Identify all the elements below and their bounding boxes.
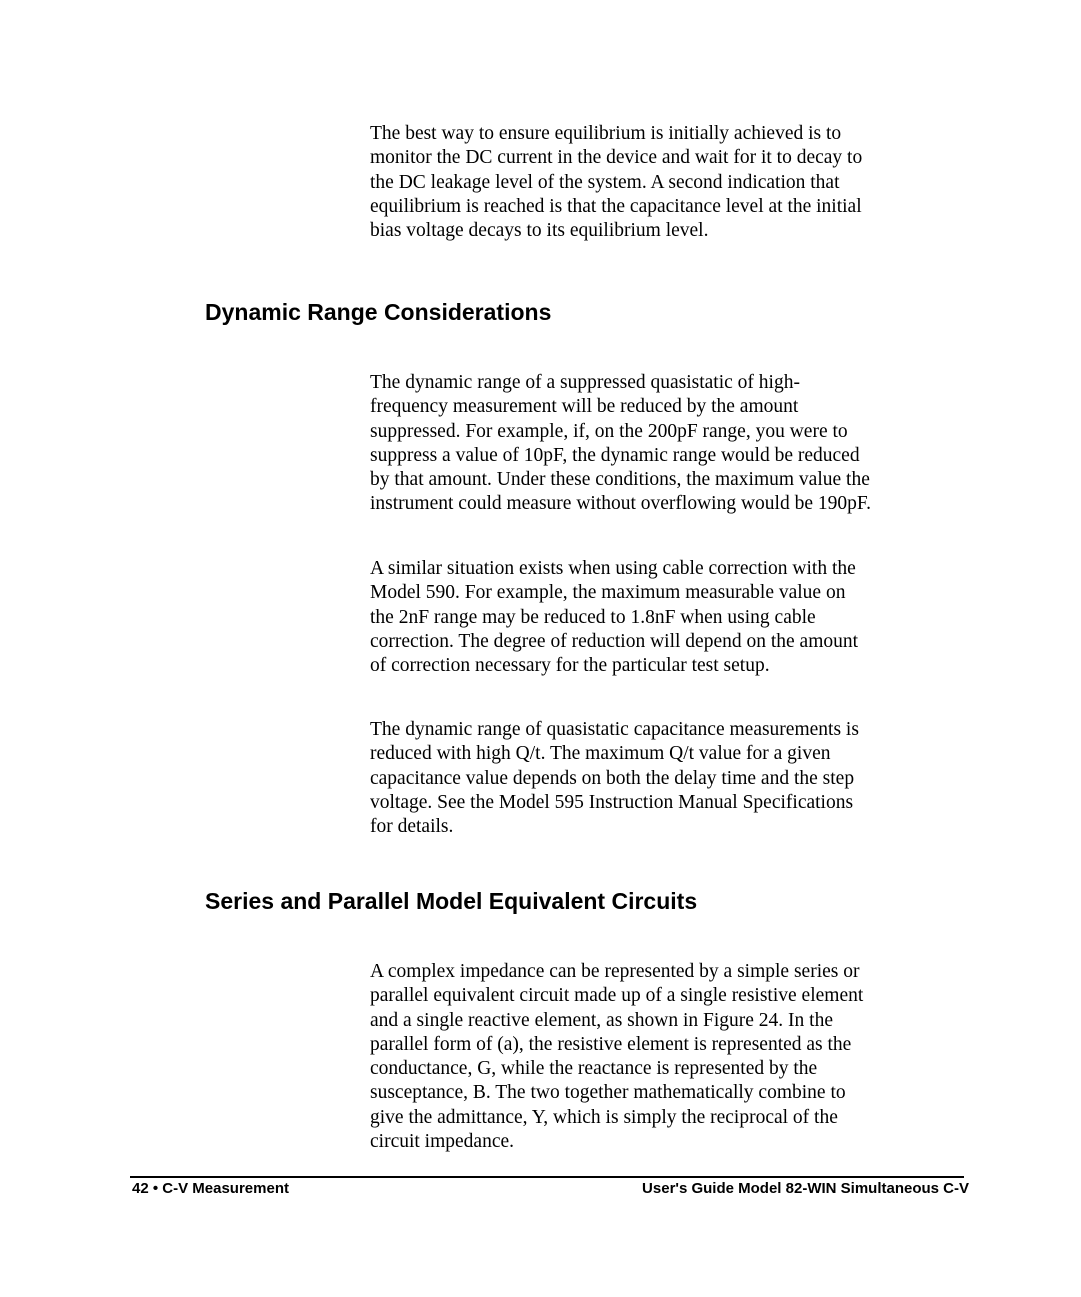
- text-line: monitor the DC current in the device and wait for it to decay to: [370, 147, 863, 169]
- text-line: conductance, G, while the reactance is represented by the: [370, 1058, 818, 1080]
- footer-rule: [130, 1176, 964, 1178]
- text-line: parallel form of (a), the resistive element is represented as the: [370, 1033, 852, 1055]
- text-line: the DC leakage level of the system. A second indication that: [370, 171, 840, 193]
- text-line: by that amount. Under these conditions, the maximum value the: [370, 469, 870, 491]
- text-line: give the admittance, Y, which is simply the reciprocal of the: [370, 1106, 838, 1128]
- text-line: parallel equivalent circuit made up of a single resistive element: [370, 985, 864, 1007]
- text-line: The best way to ensure equilibrium is initially achieved is to: [370, 123, 842, 144]
- text-line: for details.: [370, 816, 454, 838]
- text-line: reduced with high Q/t. The maximum Q/t value for a given: [370, 743, 831, 765]
- text-line: A similar situation exists when using cable correction with the: [370, 558, 856, 579]
- text-line: correction. The degree of reduction will depend on the amount: [370, 630, 859, 652]
- footer-guide-title: User's Guide Model 82-WIN Simultaneous C-V: [642, 1180, 969, 1197]
- text-line: and a single reactive element, as shown in Figure 24. In the: [370, 1009, 833, 1031]
- text-line: susceptance, B. The two together mathematically combine to: [370, 1082, 846, 1104]
- text-line: voltage. See the Model 595 Instruction Manual Specifications: [370, 791, 854, 813]
- text-line: instrument could measure without overflowing would be 190pF.: [370, 493, 872, 515]
- dynamic-range-paragraph-3: [370, 718, 900, 839]
- series-parallel-paragraph-1: [370, 960, 900, 1154]
- text-line: suppress a value of 10pF, the dynamic range would be reduced: [370, 444, 860, 466]
- text-line: equilibrium is reached is that the capacitance level at the initial: [370, 195, 862, 217]
- text-line: capacitance value depends on both the delay time and the step: [370, 767, 855, 789]
- text-line: the 2nF range may be reduced to 1.8nF when using cable: [370, 606, 816, 628]
- footer-page-label: 42 • C-V Measurement: [132, 1180, 289, 1197]
- dynamic-range-paragraph-2: [370, 557, 900, 678]
- text-line: suppressed. For example, if, on the 200pF range, you were to: [370, 420, 848, 442]
- section-heading-series-parallel: Series and Parallel Model Equivalent Circuits: [205, 888, 698, 914]
- text-line: The dynamic range of a suppressed quasistatic of high-: [370, 372, 800, 393]
- text-line: frequency measurement will be reduced by the amount: [370, 396, 799, 418]
- text-line: circuit impedance.: [370, 1131, 515, 1153]
- intro-paragraph: [370, 122, 900, 243]
- text-line: Model 590. For example, the maximum measurable value on: [370, 582, 846, 604]
- text-line: bias voltage decays to its equilibrium level.: [370, 220, 709, 242]
- section-heading-dynamic-range: Dynamic Range Considerations: [205, 299, 552, 325]
- text-line: A complex impedance can be represented by a simple series or: [370, 961, 860, 982]
- text-line: of correction necessary for the particular test setup.: [370, 655, 770, 677]
- dynamic-range-paragraph-1: [370, 371, 900, 517]
- text-line: The dynamic range of quasistatic capacitance measurements is: [370, 719, 859, 740]
